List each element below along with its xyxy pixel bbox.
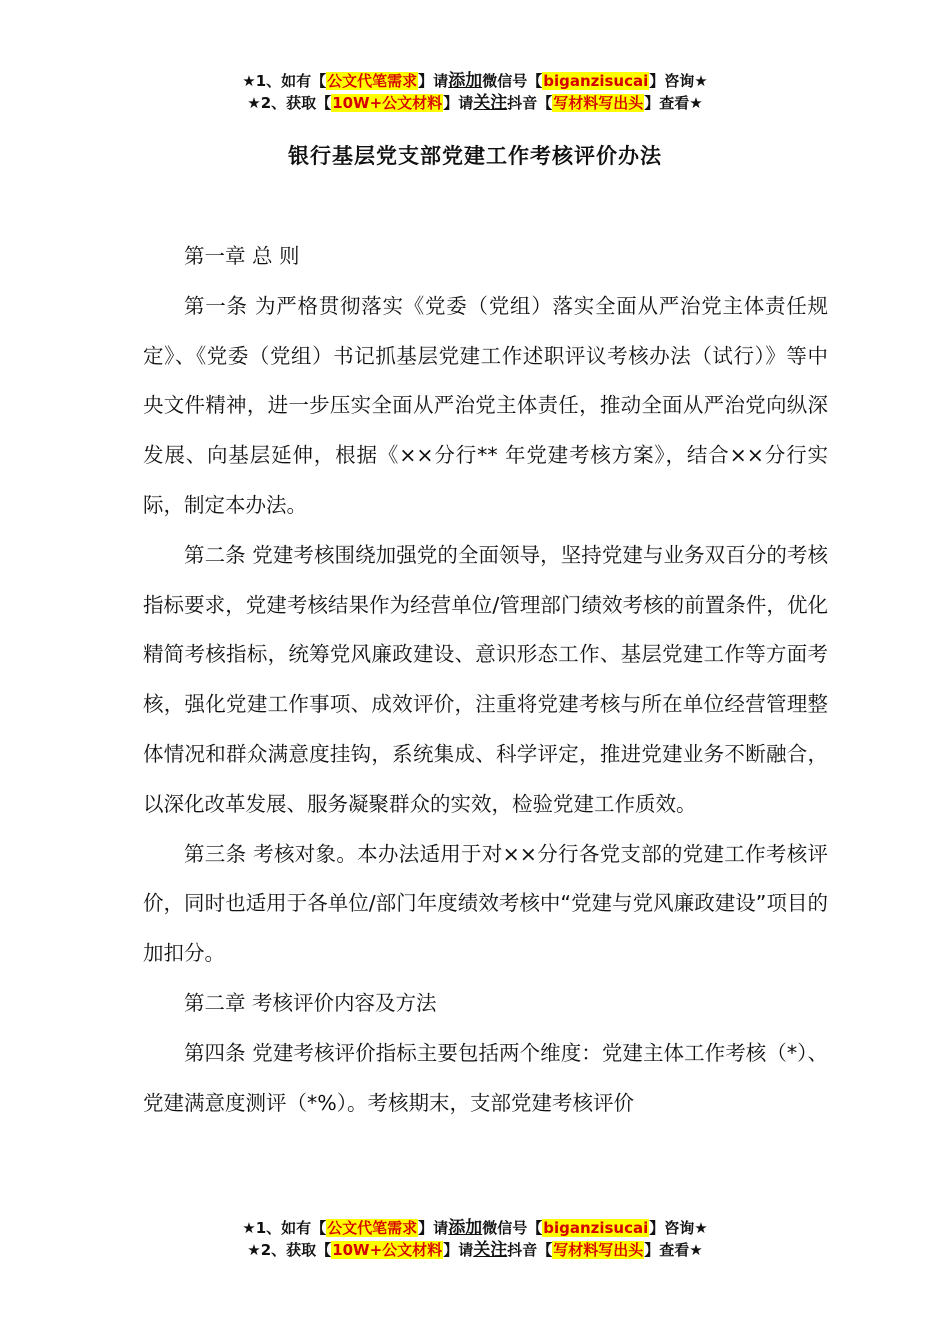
banner-text: 】请 bbox=[443, 1241, 474, 1259]
banner-text: 】请 bbox=[418, 1219, 449, 1237]
banner-text: ★1、如有【 bbox=[242, 72, 327, 90]
highlight-text: 公文代笔需求 bbox=[327, 72, 418, 90]
banner-line-2 bbox=[0, 92, 950, 114]
banner-text: 抖音【 bbox=[507, 94, 553, 112]
banner-text: 微信号【 bbox=[482, 1219, 543, 1237]
header-banner bbox=[0, 70, 950, 114]
article-paragraph: 第二条 党建考核围绕加强党的全面领导，坚持党建与业务双百分的考核指标要求，党建考核结果作为经营单位/管理部门绩效考核的前置条件，优化精简考核指标，统筹党风廉政建设、意识形态工作、基层党建工作等方面考核，强化党建工作事项、成效评价，注重将党建考核与所在单位经营管理整体情况和群众满意度挂钩，系统集成、科学评定，推进党建业务不断融合，以深化改革发展、服务凝聚群众的实效，检验党建工作质效。 bbox=[143, 542, 828, 816]
banner-line-2 bbox=[0, 1239, 950, 1261]
banner-text: 微信号【 bbox=[482, 72, 543, 90]
banner-text: 】咨询★ bbox=[649, 1219, 708, 1237]
highlight-text: 10W+公文材料 bbox=[332, 94, 443, 112]
article-paragraph: 第四条 党建考核评价指标主要包括两个维度：党建主体工作考核（*）、党建满意度测评（*%）。考核期末，支部党建考核评价 bbox=[143, 1040, 828, 1115]
article-paragraph: 第三条 考核对象。本办法适用于对××分行各党支部的党建工作考核评价，同时也适用于各单位/部门年度绩效考核中“党建与党风廉政建设”项目的加扣分。 bbox=[143, 841, 828, 966]
highlight-text: 10W+公文材料 bbox=[332, 1241, 443, 1259]
underlined-text: 关注 bbox=[473, 1240, 508, 1260]
banner-text: ★1、如有【 bbox=[242, 1219, 327, 1237]
banner-line-1 bbox=[0, 70, 950, 92]
chapter-heading: 第二章 考核评价内容及方法 bbox=[184, 990, 437, 1015]
document-body bbox=[143, 232, 828, 1128]
article-paragraph: 第一条 为严格贯彻落实《党委（党组）落实全面从严治党主体责任规定》、《党委（党组）书记抓基层党建工作述职评议考核办法（试行）》等中央文件精神，进一步压实全面从严治党主体责任，推动全面从严治党向纵深发展、向基层延伸，根据《××分行** 年党建考核方案》，结合××分行实际，制定本办法。 bbox=[143, 293, 828, 517]
banner-text: 】请 bbox=[443, 94, 474, 112]
underlined-text: 添加 bbox=[448, 1218, 483, 1238]
highlight-text: 公文代笔需求 bbox=[327, 1219, 418, 1237]
highlight-text: biganzisucai bbox=[543, 1219, 649, 1237]
banner-line-1 bbox=[0, 1217, 950, 1239]
chapter-heading: 第一章 总 则 bbox=[184, 244, 300, 268]
underlined-text: 关注 bbox=[473, 93, 508, 113]
banner-text: 】咨询★ bbox=[649, 72, 708, 90]
footer-banner bbox=[0, 1217, 950, 1261]
banner-text: 】查看★ bbox=[644, 1241, 703, 1259]
highlight-text: biganzisucai bbox=[543, 72, 649, 90]
banner-text: ★2、获取【 bbox=[247, 94, 332, 112]
banner-text: 】查看★ bbox=[644, 94, 703, 112]
highlight-text: 写材料写出头 bbox=[553, 94, 644, 112]
underlined-text: 添加 bbox=[448, 71, 483, 91]
banner-text: ★2、获取【 bbox=[247, 1241, 332, 1259]
document-title: 银行基层党支部党建工作考核评价办法 bbox=[288, 144, 662, 168]
highlight-text: 写材料写出头 bbox=[553, 1241, 644, 1259]
banner-text: 抖音【 bbox=[507, 1241, 553, 1259]
banner-text: 】请 bbox=[418, 72, 449, 90]
